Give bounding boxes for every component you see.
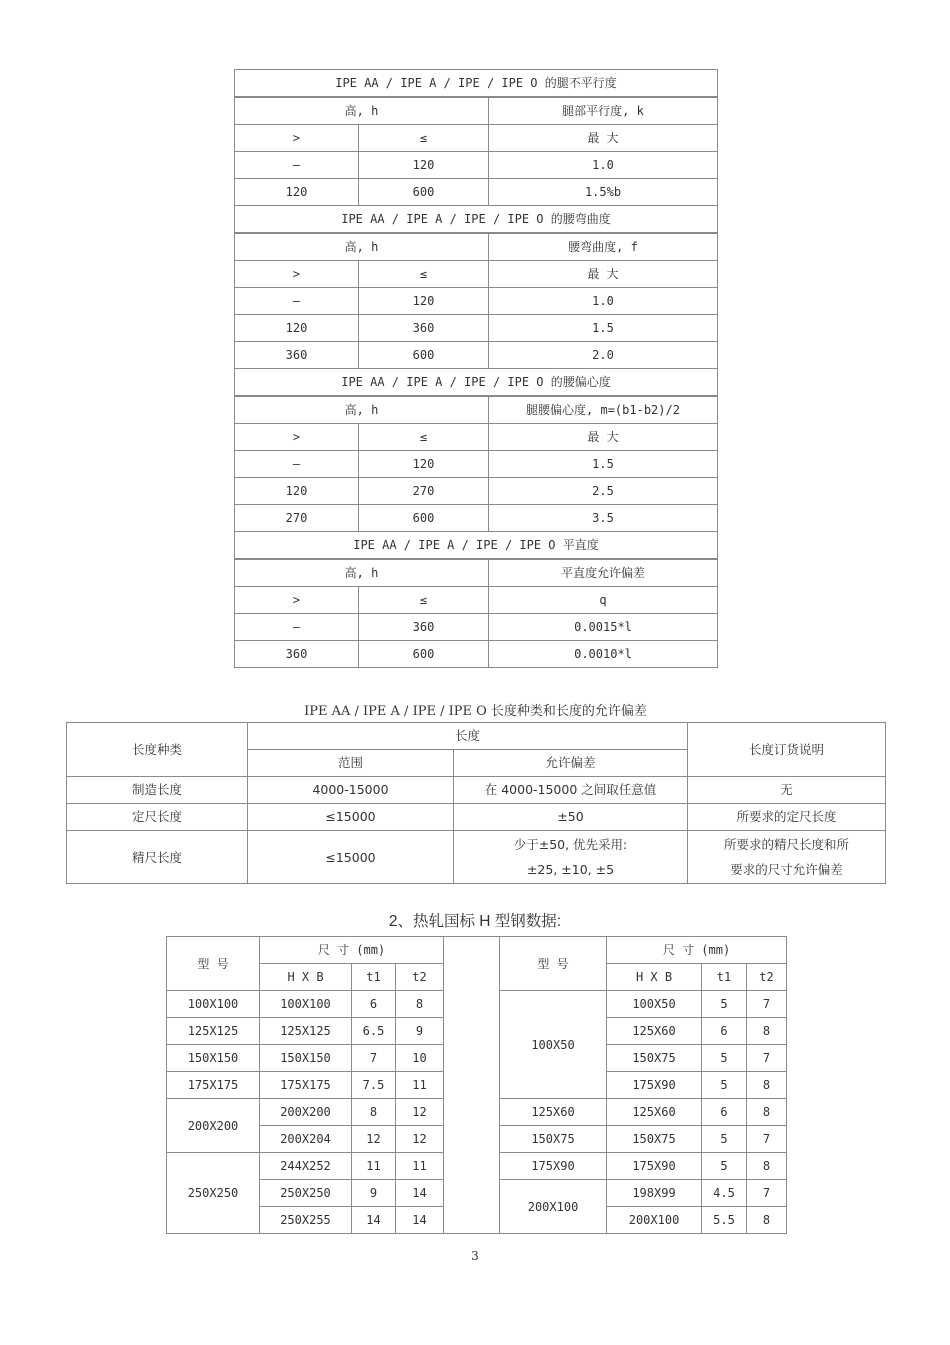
hxb-cell-left: 175X175 — [260, 1072, 352, 1099]
table-row — [67, 831, 886, 884]
tolerance-cell: 在 4000-15000 之间取任意值 — [454, 777, 688, 804]
header-hxb-right: H X B — [607, 964, 702, 991]
table-row — [235, 152, 718, 179]
height-from-cell: — — [235, 152, 359, 179]
t2-cell-right: 8 — [747, 1018, 787, 1045]
t2-cell-right: 7 — [747, 1045, 787, 1072]
t2-cell-left: 14 — [396, 1207, 444, 1234]
table-row — [235, 179, 718, 206]
hxb-cell-left: 200X200 — [260, 1099, 352, 1126]
t1-cell-left: 6 — [352, 991, 396, 1018]
table-row — [235, 451, 718, 478]
height-to-cell: 360 — [359, 614, 489, 641]
section-title: IPE AA / IPE A / IPE / IPE O 的腰弯曲度 — [235, 206, 718, 234]
table-row — [235, 315, 718, 342]
height-from-cell: 360 — [235, 641, 359, 668]
height-from-cell: 120 — [235, 179, 359, 206]
height-from-cell: 120 — [235, 478, 359, 505]
model-cell-right: 100X50 — [500, 991, 607, 1099]
t2-cell-left: 12 — [396, 1099, 444, 1126]
gt-header: > — [235, 587, 359, 614]
hxb-cell-right: 175X90 — [607, 1153, 702, 1180]
length-tolerance-table — [66, 722, 886, 884]
t1-cell-right: 5.5 — [702, 1207, 747, 1234]
t2-cell-right: 8 — [747, 1207, 787, 1234]
page-number: 3 — [471, 1249, 479, 1263]
height-to-cell: 270 — [359, 478, 489, 505]
tolerance-value-cell: 2.5 — [489, 478, 718, 505]
t1-cell-right: 6 — [702, 1099, 747, 1126]
model-cell-right: 150X75 — [500, 1126, 607, 1153]
height-to-cell: 120 — [359, 451, 489, 478]
section-title: IPE AA / IPE A / IPE / IPE O 的腰偏心度 — [235, 369, 718, 397]
header-model-right: 型 号 — [500, 937, 607, 991]
table-row — [235, 288, 718, 315]
le-header: ≤ — [359, 424, 489, 451]
le-header: ≤ — [359, 125, 489, 152]
section-title: IPE AA / IPE A / IPE / IPE O 平直度 — [235, 532, 718, 560]
t1-cell-right: 5 — [702, 1072, 747, 1099]
t2-cell-right: 7 — [747, 1126, 787, 1153]
tolerance-subheader: 最 大 — [489, 125, 718, 152]
t1-cell-left: 9 — [352, 1180, 396, 1207]
table-row — [235, 505, 718, 532]
order-note-cell — [688, 831, 886, 884]
t1-cell-left: 7 — [352, 1045, 396, 1072]
t1-cell-right: 5 — [702, 1153, 747, 1180]
section-title-row — [235, 532, 718, 560]
range-cell: 4000-15000 — [248, 777, 454, 804]
header-tolerance: 允许偏差 — [454, 750, 688, 777]
table-row — [235, 478, 718, 505]
hxb-cell-right: 200X100 — [607, 1207, 702, 1234]
le-header: ≤ — [359, 261, 489, 288]
model-cell-left: 175X175 — [167, 1072, 260, 1099]
tolerance-value-cell: 1.5 — [489, 451, 718, 478]
section-subheader-row — [235, 587, 718, 614]
height-from-cell: 360 — [235, 342, 359, 369]
t1-cell-right: 5 — [702, 1126, 747, 1153]
tolerance-header: 腿腰偏心度, m=(b1-b2)/2 — [489, 396, 718, 424]
t1-cell-right: 6 — [702, 1018, 747, 1045]
range-cell: ≤15000 — [248, 831, 454, 884]
section-title-row — [235, 369, 718, 397]
height-to-cell: 600 — [359, 179, 489, 206]
tolerance-value-cell: 0.0010*l — [489, 641, 718, 668]
header-hxb-left: H X B — [260, 964, 352, 991]
header-t2-right: t2 — [747, 964, 787, 991]
tolerance-header: 平直度允许偏差 — [489, 559, 718, 587]
t2-cell-left: 12 — [396, 1126, 444, 1153]
tolerance-value-cell: 2.0 — [489, 342, 718, 369]
t1-cell-right: 5 — [702, 1045, 747, 1072]
model-cell-left: 100X100 — [167, 991, 260, 1018]
hxb-cell-left: 250X250 — [260, 1180, 352, 1207]
section-heading: 2、热轧国标 H 型钢数据: — [388, 913, 562, 930]
header-t2-left: t2 — [396, 964, 444, 991]
length-table-caption: IPE AA / IPE A / IPE / IPE O 长度种类和长度的允许偏差 — [304, 704, 647, 719]
order-note-cell: 无 — [688, 777, 886, 804]
header-length-type: 长度种类 — [67, 723, 248, 777]
model-cell-left: 200X200 — [167, 1099, 260, 1153]
header-size-left: 尺 寸 (mm) — [260, 937, 444, 964]
header-model-left: 型 号 — [167, 937, 260, 991]
hxb-cell-left: 250X255 — [260, 1207, 352, 1234]
t2-cell-right: 7 — [747, 1180, 787, 1207]
model-cell-right: 125X60 — [500, 1099, 607, 1126]
height-from-cell: — — [235, 288, 359, 315]
tolerance-value-cell: 3.5 — [489, 505, 718, 532]
range-cell: ≤15000 — [248, 804, 454, 831]
tolerance-header: 腰弯曲度, f — [489, 233, 718, 261]
t2-cell-left: 9 — [396, 1018, 444, 1045]
t1-cell-left: 12 — [352, 1126, 396, 1153]
t2-cell-right: 8 — [747, 1099, 787, 1126]
gt-header: > — [235, 424, 359, 451]
model-cell-left: 150X150 — [167, 1045, 260, 1072]
height-to-cell: 600 — [359, 342, 489, 369]
hxb-cell-right: 125X60 — [607, 1099, 702, 1126]
column-gap — [444, 991, 500, 1234]
hxb-cell-left: 150X150 — [260, 1045, 352, 1072]
height-from-cell: — — [235, 614, 359, 641]
model-cell-left: 250X250 — [167, 1153, 260, 1234]
section-header-row — [235, 233, 718, 261]
ipe-tolerance-table — [234, 69, 718, 668]
table-row — [167, 991, 787, 1018]
height-from-cell: — — [235, 451, 359, 478]
height-to-cell: 360 — [359, 315, 489, 342]
t1-cell-left: 8 — [352, 1099, 396, 1126]
tolerance-value-cell: 1.5%b — [489, 179, 718, 206]
header-length: 长度 — [248, 723, 688, 750]
length-type-cell: 制造长度 — [67, 777, 248, 804]
hxb-cell-left: 200X204 — [260, 1126, 352, 1153]
t1-cell-right: 5 — [702, 991, 747, 1018]
height-header: 高, h — [235, 233, 489, 261]
t1-cell-left: 6.5 — [352, 1018, 396, 1045]
hxb-cell-left: 244X252 — [260, 1153, 352, 1180]
length-type-cell: 精尺长度 — [67, 831, 248, 884]
tolerance-subheader: q — [489, 587, 718, 614]
height-to-cell: 600 — [359, 505, 489, 532]
height-header: 高, h — [235, 559, 489, 587]
model-cell-right: 200X100 — [500, 1180, 607, 1234]
table-row — [235, 342, 718, 369]
tolerance-subheader: 最 大 — [489, 424, 718, 451]
tolerance-value-cell: 1.0 — [489, 152, 718, 179]
header-range: 范围 — [248, 750, 454, 777]
model-cell-right: 175X90 — [500, 1153, 607, 1180]
height-header: 高, h — [235, 97, 489, 125]
hxb-cell-left: 125X125 — [260, 1018, 352, 1045]
hxb-cell-right: 150X75 — [607, 1045, 702, 1072]
t1-cell-right: 4.5 — [702, 1180, 747, 1207]
tolerance-value-cell: 1.5 — [489, 315, 718, 342]
t1-cell-left: 14 — [352, 1207, 396, 1234]
tolerance-cell: ±50 — [454, 804, 688, 831]
tolerance-line-1: 少于±50, 优先采用: — [513, 837, 628, 852]
section-subheader-row — [235, 125, 718, 152]
hxb-cell-left: 100X100 — [260, 991, 352, 1018]
header-order-note: 长度订货说明 — [688, 723, 886, 777]
tolerance-line-2: ±25, ±10, ±5 — [526, 862, 615, 877]
le-header: ≤ — [359, 587, 489, 614]
t2-cell-left: 11 — [396, 1072, 444, 1099]
section-header-row — [235, 97, 718, 125]
section-title: IPE AA / IPE A / IPE / IPE O 的腿不平行度 — [235, 70, 718, 98]
tolerance-value-cell: 1.0 — [489, 288, 718, 315]
t2-cell-right: 7 — [747, 991, 787, 1018]
header-t1-right: t1 — [702, 964, 747, 991]
t2-cell-left: 10 — [396, 1045, 444, 1072]
t1-cell-left: 11 — [352, 1153, 396, 1180]
t2-cell-left: 8 — [396, 991, 444, 1018]
gt-header: > — [235, 125, 359, 152]
height-to-cell: 120 — [359, 152, 489, 179]
model-cell-left: 125X125 — [167, 1018, 260, 1045]
order-note-line-1: 所要求的精尺长度和所 — [724, 837, 850, 852]
table-row — [67, 777, 886, 804]
section-subheader-row — [235, 424, 718, 451]
hxb-cell-right: 198X99 — [607, 1180, 702, 1207]
tolerance-value-cell: 0.0015*l — [489, 614, 718, 641]
hxb-cell-right: 150X75 — [607, 1126, 702, 1153]
order-note-line-2: 要求的尺寸允许偏差 — [730, 862, 843, 877]
order-note-cell: 所要求的定尺长度 — [688, 804, 886, 831]
section-subheader-row — [235, 261, 718, 288]
t1-cell-left: 7.5 — [352, 1072, 396, 1099]
height-from-cell: 270 — [235, 505, 359, 532]
t2-cell-left: 11 — [396, 1153, 444, 1180]
column-gap — [444, 937, 500, 991]
height-to-cell: 600 — [359, 641, 489, 668]
header-size-right: 尺 寸 (mm) — [607, 937, 787, 964]
table-row — [235, 641, 718, 668]
height-to-cell: 120 — [359, 288, 489, 315]
height-header: 高, h — [235, 396, 489, 424]
hxb-cell-right: 100X50 — [607, 991, 702, 1018]
hxb-cell-right: 125X60 — [607, 1018, 702, 1045]
tolerance-cell — [454, 831, 688, 884]
table-row — [67, 804, 886, 831]
table-row — [235, 614, 718, 641]
t2-cell-right: 8 — [747, 1072, 787, 1099]
header-t1-left: t1 — [352, 964, 396, 991]
section-header-row — [235, 559, 718, 587]
t2-cell-left: 14 — [396, 1180, 444, 1207]
section-title-row — [235, 206, 718, 234]
gt-header: > — [235, 261, 359, 288]
h-beam-table — [166, 936, 787, 1234]
tolerance-header: 腿部平行度, k — [489, 97, 718, 125]
length-type-cell: 定尺长度 — [67, 804, 248, 831]
hxb-cell-right: 175X90 — [607, 1072, 702, 1099]
t2-cell-right: 8 — [747, 1153, 787, 1180]
tolerance-subheader: 最 大 — [489, 261, 718, 288]
section-header-row — [235, 396, 718, 424]
section-title-row — [235, 70, 718, 98]
height-from-cell: 120 — [235, 315, 359, 342]
